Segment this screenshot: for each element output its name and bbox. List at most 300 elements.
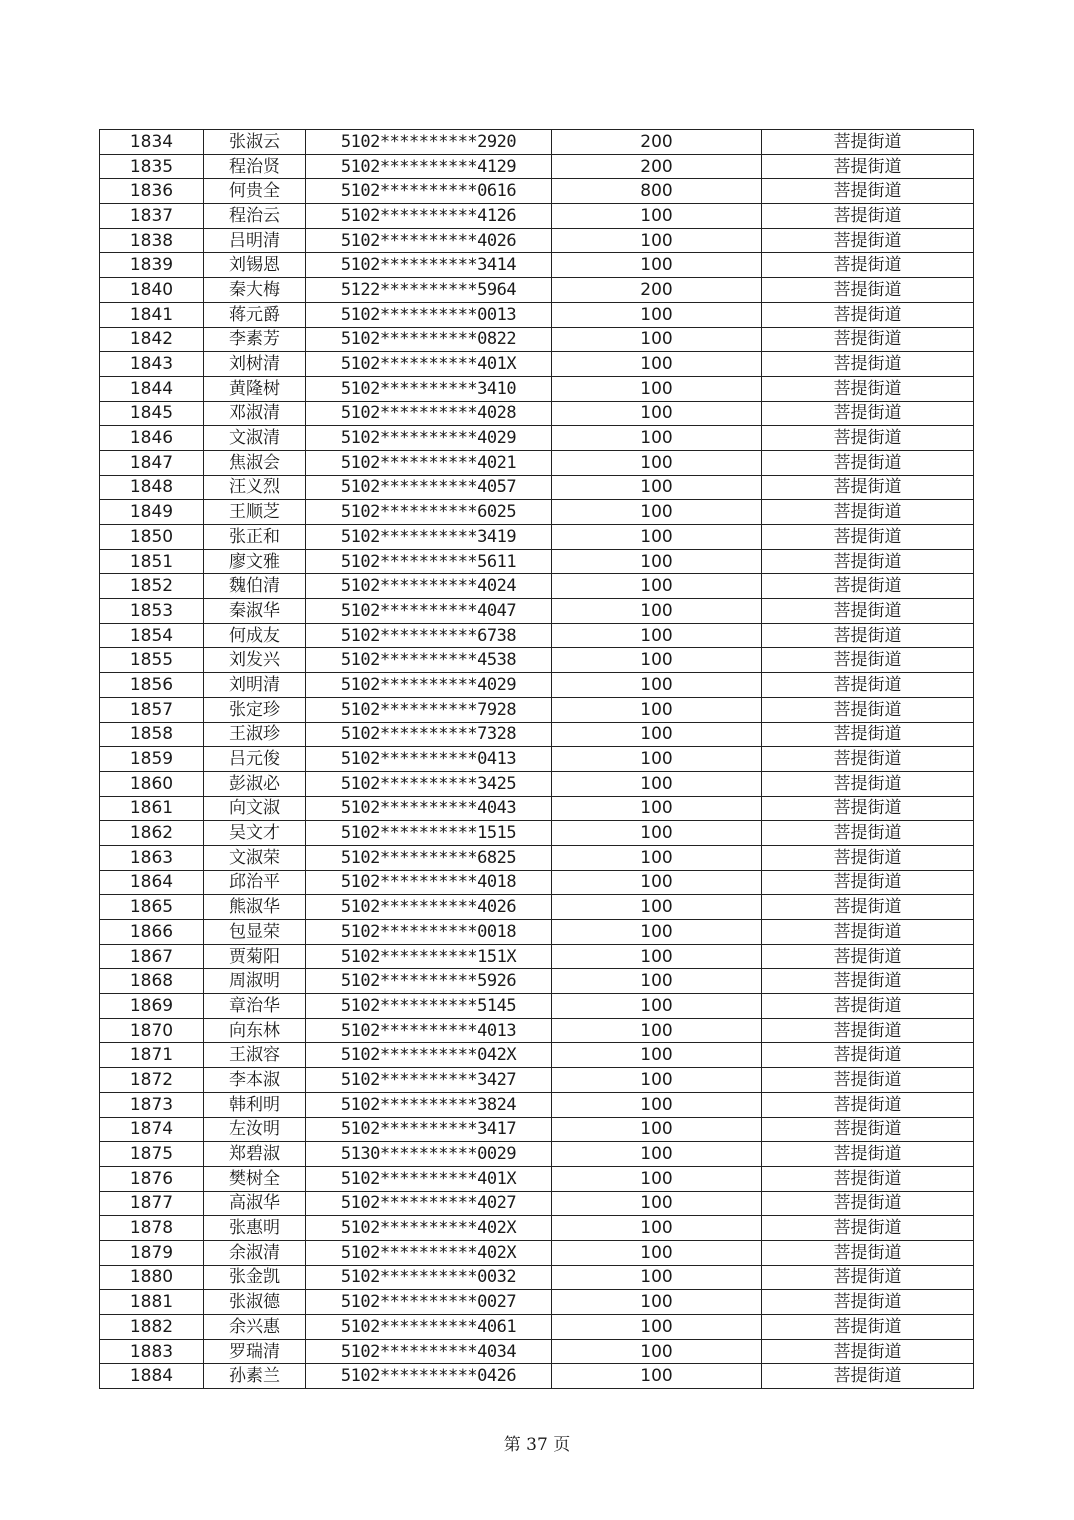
cell-id-number: 5102**********7928 (306, 697, 552, 722)
cell-amount: 100 (552, 821, 762, 846)
cell-name: 秦大梅 (204, 278, 306, 303)
table-row (100, 599, 974, 624)
cell-street: 菩提街道 (762, 179, 974, 204)
cell-index: 1835 (100, 154, 204, 179)
cell-street: 菩提街道 (762, 352, 974, 377)
cell-street: 菩提街道 (762, 278, 974, 303)
cell-street: 菩提街道 (762, 1018, 974, 1043)
cell-name: 樊树全 (204, 1166, 306, 1191)
table-row (100, 302, 974, 327)
cell-street: 菩提街道 (762, 673, 974, 698)
cell-street: 菩提街道 (762, 253, 974, 278)
cell-street: 菩提街道 (762, 1142, 974, 1167)
cell-street: 菩提街道 (762, 228, 974, 253)
table-body (100, 130, 974, 1389)
cell-street: 菩提街道 (762, 450, 974, 475)
cell-amount: 100 (552, 1315, 762, 1340)
cell-street: 菩提街道 (762, 944, 974, 969)
cell-street: 菩提街道 (762, 327, 974, 352)
cell-index: 1884 (100, 1364, 204, 1389)
table-row (100, 722, 974, 747)
cell-amount: 100 (552, 376, 762, 401)
cell-name: 廖文雅 (204, 549, 306, 574)
cell-index: 1840 (100, 278, 204, 303)
table-row (100, 821, 974, 846)
cell-street: 菩提街道 (762, 648, 974, 673)
cell-street: 菩提街道 (762, 1216, 974, 1241)
cell-name: 刘明清 (204, 673, 306, 698)
cell-id-number: 5102**********4029 (306, 426, 552, 451)
cell-id-number: 5102**********4043 (306, 796, 552, 821)
cell-amount: 100 (552, 549, 762, 574)
cell-street: 菩提街道 (762, 747, 974, 772)
cell-name: 何贵全 (204, 179, 306, 204)
cell-street: 菩提街道 (762, 994, 974, 1019)
cell-amount: 800 (552, 179, 762, 204)
cell-street: 菩提街道 (762, 599, 974, 624)
cell-index: 1853 (100, 599, 204, 624)
cell-amount: 100 (552, 994, 762, 1019)
cell-id-number: 5102**********4126 (306, 204, 552, 229)
table-row (100, 179, 974, 204)
table-row (100, 1240, 974, 1265)
cell-index: 1875 (100, 1142, 204, 1167)
table-row (100, 130, 974, 155)
cell-amount: 100 (552, 697, 762, 722)
table-row (100, 500, 974, 525)
cell-street: 菩提街道 (762, 895, 974, 920)
cell-name: 左汝明 (204, 1117, 306, 1142)
cell-amount: 100 (552, 648, 762, 673)
cell-index: 1881 (100, 1290, 204, 1315)
cell-amount: 100 (552, 623, 762, 648)
table-row (100, 327, 974, 352)
cell-amount: 100 (552, 302, 762, 327)
cell-id-number: 5102**********2920 (306, 130, 552, 155)
cell-street: 菩提街道 (762, 525, 974, 550)
cell-index: 1873 (100, 1092, 204, 1117)
table-row (100, 1315, 974, 1340)
cell-street: 菩提街道 (762, 475, 974, 500)
cell-index: 1842 (100, 327, 204, 352)
cell-street: 菩提街道 (762, 1043, 974, 1068)
cell-id-number: 5102**********3417 (306, 1117, 552, 1142)
data-table (99, 129, 974, 1389)
cell-id-number: 5102**********4061 (306, 1315, 552, 1340)
cell-name: 王淑珍 (204, 722, 306, 747)
cell-name: 向文淑 (204, 796, 306, 821)
cell-id-number: 5102**********4026 (306, 228, 552, 253)
cell-street: 菩提街道 (762, 549, 974, 574)
cell-id-number: 5102**********151X (306, 944, 552, 969)
cell-id-number: 5102**********3410 (306, 376, 552, 401)
table-row (100, 845, 974, 870)
cell-amount: 100 (552, 895, 762, 920)
cell-name: 王淑容 (204, 1043, 306, 1068)
table-row (100, 401, 974, 426)
cell-index: 1868 (100, 969, 204, 994)
cell-id-number: 5102**********7328 (306, 722, 552, 747)
cell-index: 1874 (100, 1117, 204, 1142)
cell-id-number: 5102**********5611 (306, 549, 552, 574)
cell-name: 张淑德 (204, 1290, 306, 1315)
cell-amount: 100 (552, 969, 762, 994)
cell-id-number: 5102**********401X (306, 352, 552, 377)
table-row (100, 1290, 974, 1315)
cell-index: 1871 (100, 1043, 204, 1068)
table-row (100, 697, 974, 722)
cell-index: 1834 (100, 130, 204, 155)
cell-amount: 100 (552, 747, 762, 772)
table-row (100, 1265, 974, 1290)
cell-index: 1859 (100, 747, 204, 772)
cell-name: 王顺芝 (204, 500, 306, 525)
cell-index: 1877 (100, 1191, 204, 1216)
cell-index: 1851 (100, 549, 204, 574)
cell-amount: 100 (552, 1166, 762, 1191)
cell-name: 蒋元爵 (204, 302, 306, 327)
cell-street: 菩提街道 (762, 1240, 974, 1265)
table-row (100, 648, 974, 673)
cell-id-number: 5102**********3425 (306, 771, 552, 796)
table-row (100, 1018, 974, 1043)
cell-amount: 100 (552, 204, 762, 229)
table-row (100, 475, 974, 500)
cell-street: 菩提街道 (762, 302, 974, 327)
table-row (100, 154, 974, 179)
cell-street: 菩提街道 (762, 204, 974, 229)
cell-amount: 100 (552, 796, 762, 821)
cell-street: 菩提街道 (762, 500, 974, 525)
cell-amount: 100 (552, 525, 762, 550)
cell-name: 熊淑华 (204, 895, 306, 920)
table-row (100, 1043, 974, 1068)
cell-id-number: 5102**********0032 (306, 1265, 552, 1290)
cell-id-number: 5102**********042X (306, 1043, 552, 1068)
cell-name: 吴文才 (204, 821, 306, 846)
cell-name: 邱治平 (204, 870, 306, 895)
cell-id-number: 5102**********0822 (306, 327, 552, 352)
table-row (100, 1166, 974, 1191)
cell-name: 程治云 (204, 204, 306, 229)
table-row (100, 253, 974, 278)
table-row (100, 1092, 974, 1117)
cell-name: 秦淑华 (204, 599, 306, 624)
cell-index: 1864 (100, 870, 204, 895)
table-row (100, 747, 974, 772)
cell-id-number: 5102**********0426 (306, 1364, 552, 1389)
cell-index: 1856 (100, 673, 204, 698)
cell-id-number: 5102**********6738 (306, 623, 552, 648)
cell-name: 邓淑清 (204, 401, 306, 426)
cell-index: 1876 (100, 1166, 204, 1191)
cell-street: 菩提街道 (762, 821, 974, 846)
cell-name: 张定珍 (204, 697, 306, 722)
cell-street: 菩提街道 (762, 376, 974, 401)
cell-amount: 100 (552, 673, 762, 698)
cell-street: 菩提街道 (762, 1092, 974, 1117)
cell-index: 1857 (100, 697, 204, 722)
cell-amount: 100 (552, 228, 762, 253)
cell-id-number: 5102**********0413 (306, 747, 552, 772)
cell-index: 1861 (100, 796, 204, 821)
cell-name: 向东林 (204, 1018, 306, 1043)
cell-id-number: 5102**********0013 (306, 302, 552, 327)
cell-street: 菩提街道 (762, 623, 974, 648)
table-row (100, 376, 974, 401)
cell-index: 1862 (100, 821, 204, 846)
cell-id-number: 5102**********4538 (306, 648, 552, 673)
table-row (100, 870, 974, 895)
cell-id-number: 5102**********4029 (306, 673, 552, 698)
cell-index: 1878 (100, 1216, 204, 1241)
cell-name: 刘锡恩 (204, 253, 306, 278)
cell-street: 菩提街道 (762, 130, 974, 155)
cell-index: 1866 (100, 920, 204, 945)
cell-index: 1850 (100, 525, 204, 550)
cell-street: 菩提街道 (762, 845, 974, 870)
table-row (100, 623, 974, 648)
cell-amount: 100 (552, 722, 762, 747)
cell-index: 1849 (100, 500, 204, 525)
cell-name: 魏伯清 (204, 574, 306, 599)
cell-street: 菩提街道 (762, 771, 974, 796)
cell-amount: 100 (552, 327, 762, 352)
cell-street: 菩提街道 (762, 1315, 974, 1340)
cell-index: 1844 (100, 376, 204, 401)
cell-amount: 100 (552, 401, 762, 426)
cell-name: 章治华 (204, 994, 306, 1019)
cell-name: 张正和 (204, 525, 306, 550)
cell-amount: 100 (552, 426, 762, 451)
cell-index: 1860 (100, 771, 204, 796)
table-row (100, 1117, 974, 1142)
cell-name: 韩利明 (204, 1092, 306, 1117)
cell-street: 菩提街道 (762, 1166, 974, 1191)
cell-id-number: 5102**********402X (306, 1240, 552, 1265)
cell-name: 刘树清 (204, 352, 306, 377)
cell-id-number: 5102**********5145 (306, 994, 552, 1019)
cell-id-number: 5102**********0018 (306, 920, 552, 945)
cell-street: 菩提街道 (762, 1191, 974, 1216)
cell-amount: 100 (552, 1142, 762, 1167)
table-row (100, 1191, 974, 1216)
cell-amount: 100 (552, 574, 762, 599)
cell-amount: 100 (552, 599, 762, 624)
cell-index: 1838 (100, 228, 204, 253)
cell-index: 1843 (100, 352, 204, 377)
cell-amount: 100 (552, 352, 762, 377)
cell-index: 1841 (100, 302, 204, 327)
cell-amount: 100 (552, 845, 762, 870)
cell-name: 高淑华 (204, 1191, 306, 1216)
table-row (100, 673, 974, 698)
cell-id-number: 5102**********4026 (306, 895, 552, 920)
cell-amount: 100 (552, 870, 762, 895)
cell-name: 张淑云 (204, 130, 306, 155)
cell-name: 焦淑会 (204, 450, 306, 475)
table-row (100, 228, 974, 253)
table-row (100, 525, 974, 550)
cell-index: 1854 (100, 623, 204, 648)
table-row (100, 944, 974, 969)
cell-id-number: 5102**********3414 (306, 253, 552, 278)
cell-name: 贾菊阳 (204, 944, 306, 969)
table-row (100, 1142, 974, 1167)
cell-index: 1879 (100, 1240, 204, 1265)
cell-index: 1863 (100, 845, 204, 870)
cell-amount: 100 (552, 1117, 762, 1142)
table-row (100, 1068, 974, 1093)
cell-amount: 100 (552, 1339, 762, 1364)
cell-name: 何成友 (204, 623, 306, 648)
cell-id-number: 5102**********4021 (306, 450, 552, 475)
cell-name: 李本淑 (204, 1068, 306, 1093)
cell-index: 1855 (100, 648, 204, 673)
cell-id-number: 5102**********6025 (306, 500, 552, 525)
table-row (100, 574, 974, 599)
cell-name: 郑碧淑 (204, 1142, 306, 1167)
cell-index: 1836 (100, 179, 204, 204)
cell-street: 菩提街道 (762, 697, 974, 722)
cell-street: 菩提街道 (762, 1339, 974, 1364)
cell-street: 菩提街道 (762, 154, 974, 179)
cell-street: 菩提街道 (762, 574, 974, 599)
cell-index: 1865 (100, 895, 204, 920)
cell-street: 菩提街道 (762, 920, 974, 945)
cell-id-number: 5102**********4013 (306, 1018, 552, 1043)
table-row (100, 1364, 974, 1389)
cell-index: 1869 (100, 994, 204, 1019)
cell-street: 菩提街道 (762, 796, 974, 821)
cell-street: 菩提街道 (762, 870, 974, 895)
cell-name: 张金凯 (204, 1265, 306, 1290)
cell-id-number: 5102**********3824 (306, 1092, 552, 1117)
table-row (100, 920, 974, 945)
cell-index: 1882 (100, 1315, 204, 1340)
cell-amount: 100 (552, 1043, 762, 1068)
table-row (100, 426, 974, 451)
cell-index: 1867 (100, 944, 204, 969)
table-row (100, 549, 974, 574)
cell-name: 程治贤 (204, 154, 306, 179)
cell-id-number: 5102**********4024 (306, 574, 552, 599)
cell-index: 1847 (100, 450, 204, 475)
cell-index: 1839 (100, 253, 204, 278)
cell-amount: 100 (552, 1265, 762, 1290)
cell-name: 余兴惠 (204, 1315, 306, 1340)
cell-amount: 100 (552, 1364, 762, 1389)
cell-name: 汪义烈 (204, 475, 306, 500)
cell-amount: 100 (552, 1092, 762, 1117)
cell-index: 1837 (100, 204, 204, 229)
cell-index: 1870 (100, 1018, 204, 1043)
cell-street: 菩提街道 (762, 1290, 974, 1315)
cell-amount: 100 (552, 771, 762, 796)
cell-amount: 100 (552, 253, 762, 278)
cell-id-number: 5102**********0616 (306, 179, 552, 204)
cell-amount: 100 (552, 1216, 762, 1241)
cell-name: 李素芳 (204, 327, 306, 352)
cell-street: 菩提街道 (762, 1364, 974, 1389)
cell-amount: 100 (552, 920, 762, 945)
cell-name: 黄隆树 (204, 376, 306, 401)
cell-name: 彭淑必 (204, 771, 306, 796)
cell-amount: 100 (552, 475, 762, 500)
cell-amount: 200 (552, 130, 762, 155)
cell-name: 吕元俊 (204, 747, 306, 772)
cell-street: 菩提街道 (762, 969, 974, 994)
cell-name: 罗瑞清 (204, 1339, 306, 1364)
cell-amount: 100 (552, 1018, 762, 1043)
table-row (100, 352, 974, 377)
cell-amount: 100 (552, 500, 762, 525)
cell-name: 孙素兰 (204, 1364, 306, 1389)
cell-name: 包显荣 (204, 920, 306, 945)
cell-id-number: 5102**********402X (306, 1216, 552, 1241)
cell-amount: 100 (552, 1191, 762, 1216)
cell-amount: 200 (552, 278, 762, 303)
cell-name: 刘发兴 (204, 648, 306, 673)
cell-index: 1846 (100, 426, 204, 451)
cell-index: 1883 (100, 1339, 204, 1364)
table-row (100, 771, 974, 796)
table-row (100, 895, 974, 920)
table-row (100, 1216, 974, 1241)
cell-amount: 100 (552, 1068, 762, 1093)
cell-id-number: 5102**********6825 (306, 845, 552, 870)
cell-index: 1845 (100, 401, 204, 426)
cell-street: 菩提街道 (762, 426, 974, 451)
cell-id-number: 5102**********0027 (306, 1290, 552, 1315)
cell-id-number: 5102**********4027 (306, 1191, 552, 1216)
cell-id-number: 5102**********3427 (306, 1068, 552, 1093)
cell-id-number: 5102**********4129 (306, 154, 552, 179)
cell-id-number: 5102**********4034 (306, 1339, 552, 1364)
cell-index: 1852 (100, 574, 204, 599)
cell-street: 菩提街道 (762, 1117, 974, 1142)
cell-amount: 200 (552, 154, 762, 179)
cell-name: 周淑明 (204, 969, 306, 994)
table-row (100, 450, 974, 475)
table-row (100, 278, 974, 303)
cell-name: 吕明清 (204, 228, 306, 253)
cell-id-number: 5130**********0029 (306, 1142, 552, 1167)
cell-id-number: 5102**********4057 (306, 475, 552, 500)
cell-street: 菩提街道 (762, 401, 974, 426)
cell-amount: 100 (552, 1290, 762, 1315)
cell-id-number: 5102**********3419 (306, 525, 552, 550)
cell-id-number: 5102**********4028 (306, 401, 552, 426)
cell-amount: 100 (552, 450, 762, 475)
cell-index: 1848 (100, 475, 204, 500)
cell-name: 余淑清 (204, 1240, 306, 1265)
cell-amount: 100 (552, 1240, 762, 1265)
page-number: 第 37 页 (503, 1435, 571, 1455)
cell-name: 文淑荣 (204, 845, 306, 870)
cell-name: 文淑清 (204, 426, 306, 451)
cell-id-number: 5122**********5964 (306, 278, 552, 303)
table-row (100, 1339, 974, 1364)
cell-id-number: 5102**********4018 (306, 870, 552, 895)
cell-index: 1880 (100, 1265, 204, 1290)
table-row (100, 994, 974, 1019)
cell-street: 菩提街道 (762, 1265, 974, 1290)
cell-street: 菩提街道 (762, 1068, 974, 1093)
cell-id-number: 5102**********401X (306, 1166, 552, 1191)
cell-id-number: 5102**********1515 (306, 821, 552, 846)
cell-name: 张惠明 (204, 1216, 306, 1241)
